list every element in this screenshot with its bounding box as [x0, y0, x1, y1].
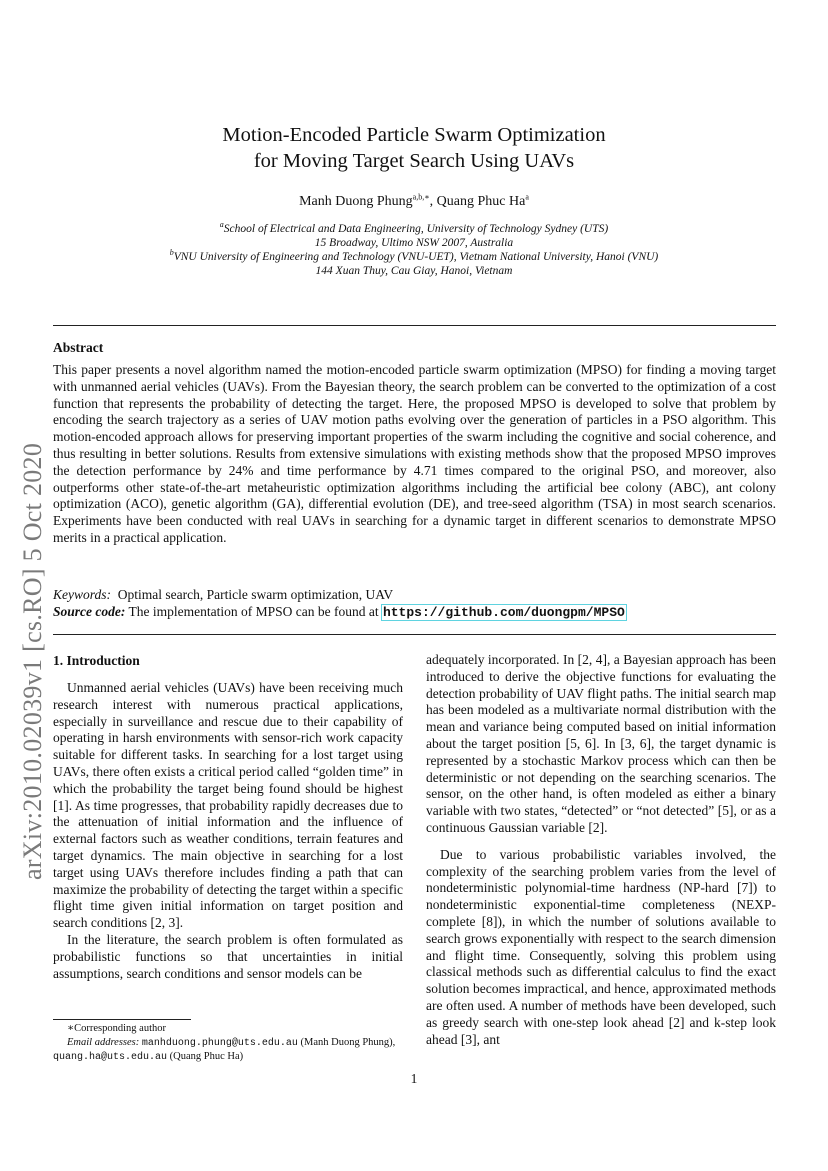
footnote-divider [53, 1019, 191, 1020]
arxiv-identifier-stamp: arXiv:2010.02039v1 [cs.RO] 5 Oct 2020 [18, 442, 47, 880]
top-divider [53, 325, 776, 326]
author-separator: , [429, 194, 437, 209]
keywords-label: Keywords: [53, 587, 111, 602]
author-name: Quang Phuc Ha [436, 194, 526, 209]
affil-mark: b [169, 248, 174, 258]
affil-mark: a [219, 220, 224, 230]
affiliation-a-line-1 [0, 222, 828, 236]
section-heading-introduction: 1. Introduction [53, 653, 140, 668]
email-address-1[interactable]: manhduong.phung@uts.edu.au [141, 1037, 298, 1049]
email-address-2[interactable]: quang.ha@uts.edu.au [53, 1052, 168, 1063]
affil-text: VNU University of Engineering and Technology (VNU-UET), Vietnam National University, Hanoi (VNU) [173, 251, 659, 263]
keywords-text: Optimal search, Particle swarm optimization, UAV [117, 587, 394, 602]
affiliation-b-line-1 [0, 250, 828, 264]
affiliation-a-line-2: 15 Broadway, Ultimo NSW 2007, Australia [314, 237, 514, 249]
source-code-label: Source code: [53, 604, 126, 619]
left-column [53, 652, 403, 982]
keywords-line [53, 587, 393, 603]
title-line-1: Motion-Encoded Particle Swarm Optimization [222, 124, 606, 146]
source-code-text: The implementation of MPSO can be found at [128, 604, 379, 619]
author-list [0, 194, 828, 210]
abstract-bottom-divider [53, 634, 776, 635]
author-name: Manh Duong Phung [299, 194, 413, 209]
footnote-emails [53, 1036, 403, 1065]
source-code-link[interactable]: https://github.com/duongpm/MPSO [382, 605, 625, 620]
source-code-line [53, 604, 626, 620]
right-column [426, 652, 776, 1048]
email-owner-2: (Quang Phuc Ha) [169, 1051, 244, 1062]
intro-paragraph-4: Due to various probabilistic variables involved, the complexity of the searching problem varies from the level of nondeterministic polynomial-time hardness (NP-hard [7]) to nondeterministic exponential-time completeness (NEXP-complete [8]), in which the number of solutions available to search grows exponentially with respect to the search dimension and flight time. Consequently, solving this problem using classical methods such as differential calculus to find the exact solution becomes impractical, and hence, approximated methods are often used. A number of methods have been developed, such as greedy search with one-step look ahead [2] and k-step look ahead [3], ant [426, 846, 776, 1047]
title-line-2: for Moving Target Search Using UAVs [253, 150, 575, 172]
affil-text: School of Electrical and Data Engineering, University of Technology Sydney (UTS) [223, 223, 609, 235]
author-affil-marks: a,b,∗ [412, 192, 430, 202]
affiliations [0, 222, 828, 278]
author-affil-marks: a [525, 192, 529, 202]
affiliation-b-line-2: 144 Xuan Thuy, Cau Giay, Hanoi, Vietnam [315, 265, 513, 277]
abstract-heading: Abstract [53, 340, 104, 355]
footnote-corresponding: ∗Corresponding author [67, 1023, 166, 1034]
intro-paragraph-1: Unmanned aerial vehicles (UAVs) have been receiving much research interest with numerous practical applications, especially in surveillance and rescue due to their capability of operating in harsh environments with sensor-rich work capacity suitable for different tasks. In searching for a lost target using UAVs, there often exists a critical period called “golden time” in which the probability the target being found should be highest [1]. As time progresses, that probability rapidly decreases due to the attenuation of initial information and the influence of external factors such as weather conditions, terrain features and target dynamics. The main objective in searching for a lost target using UAVs therefore includes finding a path that can maximize the probability of detecting the target within a specific flight time given initial information on target position and search conditions [2, 3]. [53, 680, 403, 931]
paper-title [0, 122, 828, 174]
page-number: 1 [410, 1071, 418, 1086]
intro-paragraph-2: In the literature, the search problem is often formulated as probabilistic functions so that uncertainties in initial assumptions, search conditions and sensor models can be [53, 931, 403, 981]
email-owner-1: (Manh Duong Phung), [300, 1036, 396, 1048]
intro-paragraph-3: adequately incorporated. In [2, 4], a Bayesian approach has been introduced to derive the objective functions for evaluating the detection probability of UAV flight paths. The initial search map has been modeled as a multivariate normal distribution with the mean and variance being computed based on initial information about the target position [5, 6]. In [3, 6], the target dynamic is represented by a stochastic Markov process which can then be deterministic or not depending on the searching scenarios. The sensor, on the other hand, is often modeled as either a binary variable with two states, “detected” or “not detected” [5], or as a continuous Gaussian variable [2]. [426, 652, 776, 835]
footnotes [53, 1022, 403, 1065]
abstract-text: This paper presents a novel algorithm named the motion-encoded particle swarm optimization (MPSO) for finding a moving target with unmanned aerial vehicles (UAVs). From the Bayesian theory, the search problem can be converted to the optimization of a cost function that represents the probability of detecting the target. Here, the proposed MPSO is developed to solve that problem by encoding the search trajectory as a series of UAV motion paths evolving over the generation of particles in a PSO algorithm. This motion-encoded approach allows for preserving important properties of the swarm including the cognitive and social coherence, and thus resulting in better solutions. Results from extensive simulations with existing methods show that the proposed MPSO improves the detection performance by 24% and time performance by 4.71 times compared to the original PSO, and moreover, also outperforms other state-of-the-art metaheuristic optimization algorithms including the artificial bee colony (ABC), ant colony optimization (ACO), genetic algorithm (GA), differential evolution (DE), and tree-seed algorithm (TSA) in most search scenarios. Experiments have been conducted with real UAVs in searching for a dynamic target in different scenarios to demonstrate MPSO merits in a practical application. [53, 362, 776, 545]
email-label: Email addresses: [67, 1036, 140, 1048]
